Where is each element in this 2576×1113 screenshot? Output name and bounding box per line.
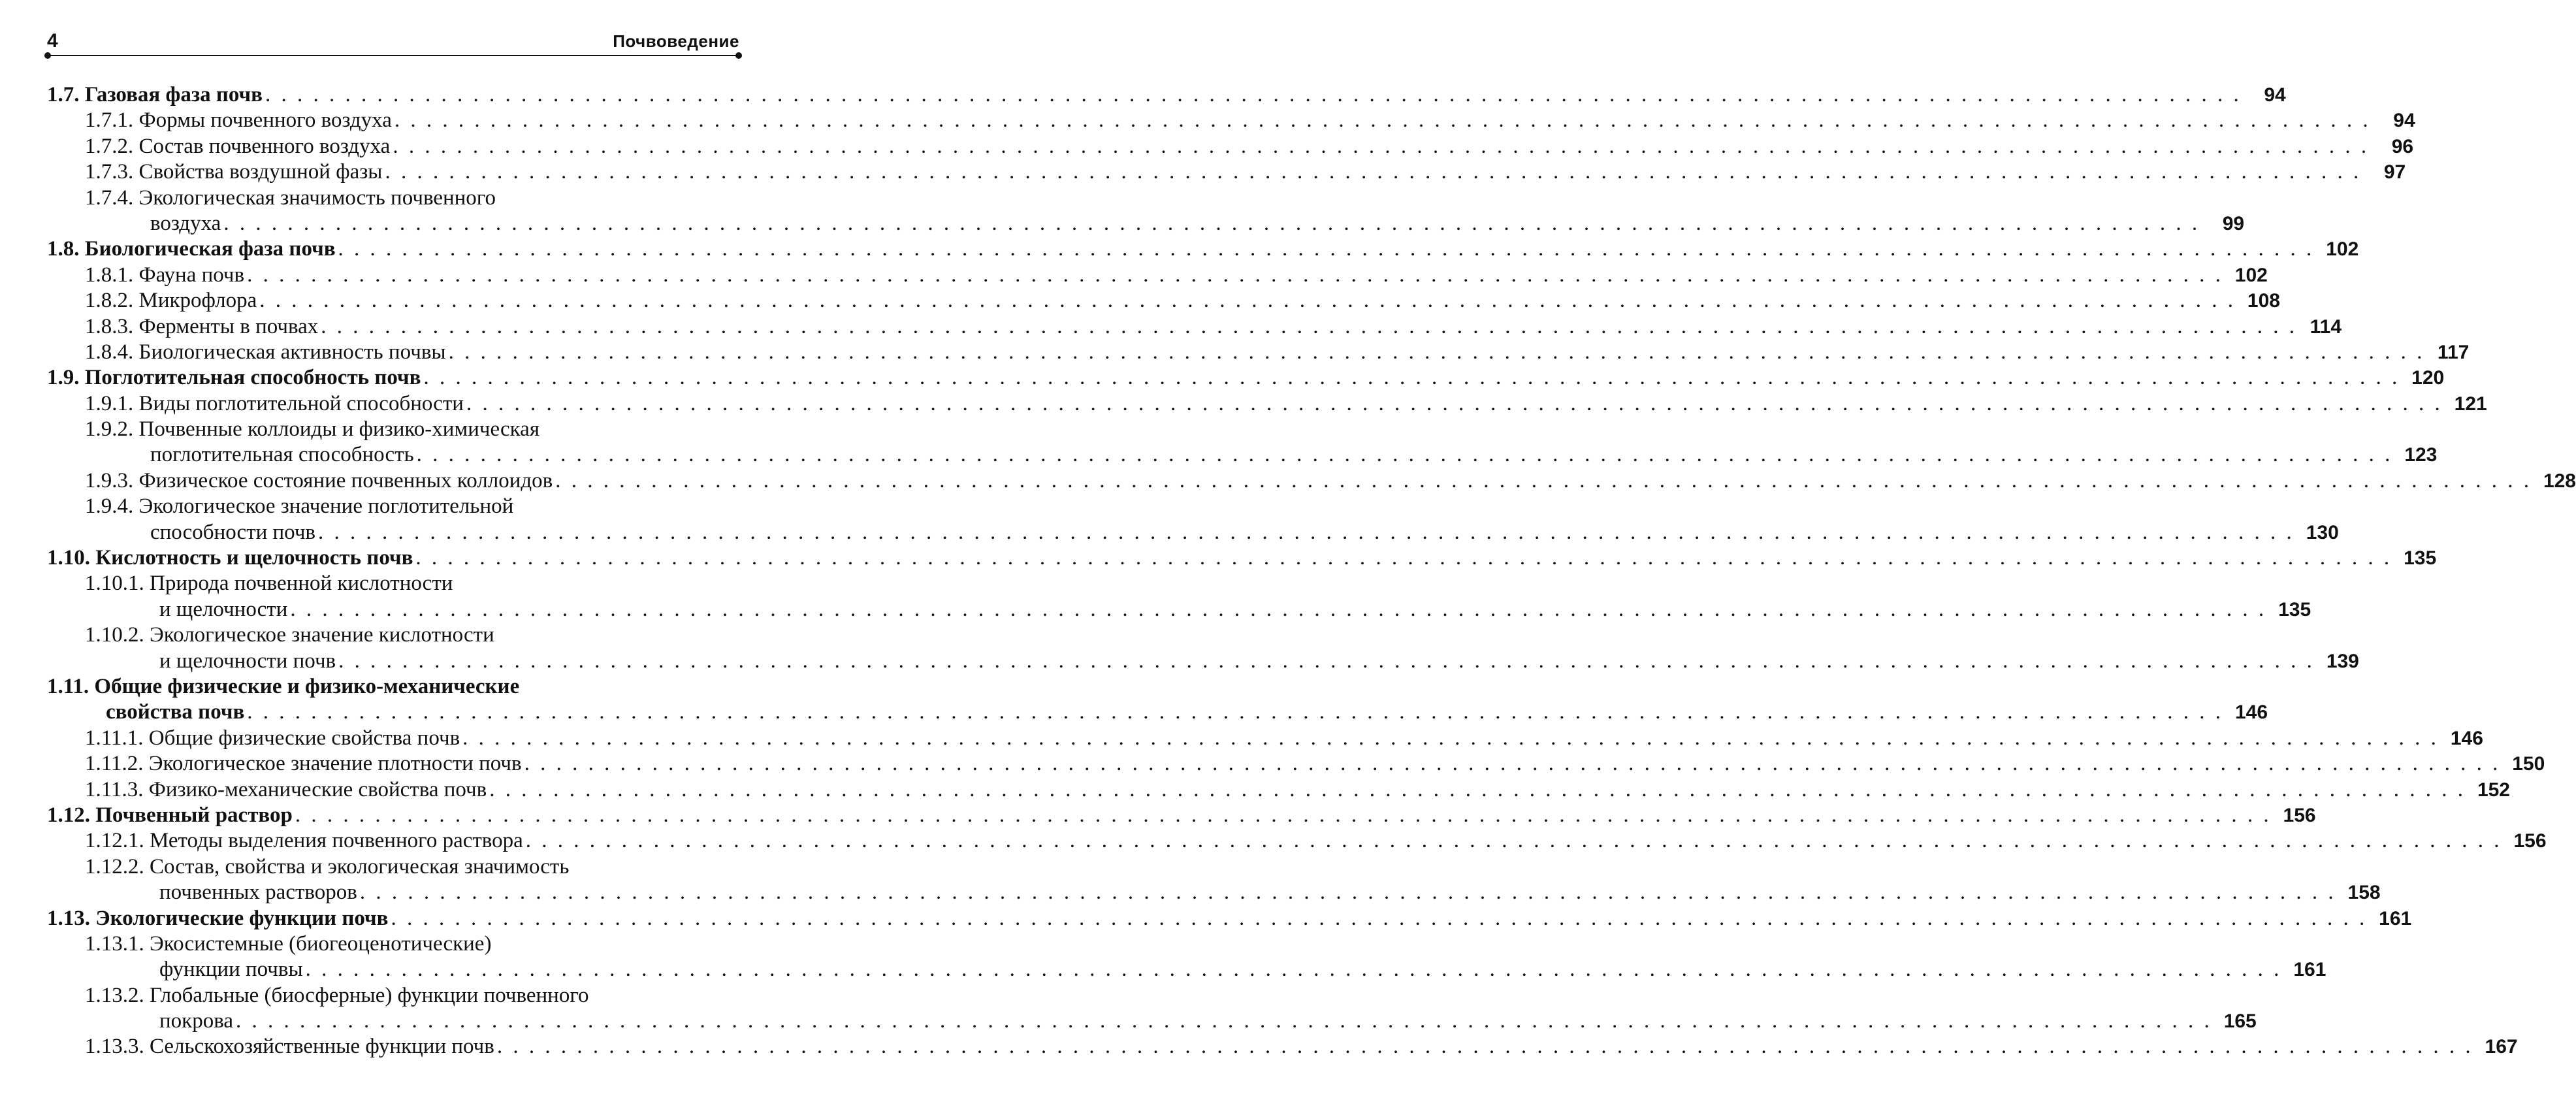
dot-leader: [338, 236, 2315, 262]
toc-line: [47, 622, 739, 648]
toc-section-entry: [47, 700, 2268, 725]
toc-page-number: 102: [2234, 264, 2268, 286]
toc-entry-title: 1.11.1. Общие физические свойства почв: [85, 726, 460, 750]
toc-line: [47, 906, 2412, 931]
dot-leader: [360, 880, 2336, 905]
dot-leader: [497, 1034, 2473, 1059]
dot-leader: [555, 468, 2532, 494]
toc-line: [47, 983, 739, 1008]
toc-entry-title: покрова: [159, 1009, 233, 1033]
toc-subsection-entry: [47, 442, 2438, 468]
toc-line: [47, 211, 2245, 236]
toc-entry-title: 1.9. Поглотительная способность почв: [47, 366, 421, 390]
toc-line: [47, 854, 739, 880]
toc-subsection-entry: [47, 622, 777, 648]
dot-leader: [290, 597, 2266, 622]
toc-entry-title: и щелочности: [159, 597, 288, 621]
toc-line: [47, 751, 2545, 777]
toc-entry-title: почвенных растворов: [159, 880, 357, 905]
toc-line: [47, 442, 2438, 468]
toc-entry-title: 1.7.3. Свойства воздушной фазы: [85, 160, 383, 184]
toc-page-number: 161: [2379, 907, 2412, 929]
toc-line: [47, 391, 2487, 417]
toc-page-number: 165: [2223, 1010, 2257, 1033]
toc-entry-title: 1.9.3. Физическое состояние почвенных коллоидов: [85, 468, 553, 492]
toc-entry-title: 1.11.2. Экологическое значение плотности почв: [85, 752, 522, 776]
toc-line: [47, 365, 2445, 391]
dot-leader: [449, 340, 2425, 365]
toc-page-number: 161: [2293, 959, 2326, 981]
toc-page-number: 146: [2450, 727, 2483, 749]
toc-section-entry: [47, 906, 2412, 931]
toc-section-entry: [47, 803, 2316, 828]
toc-subsection-entry: [47, 931, 777, 957]
toc-page-number: 146: [2234, 702, 2268, 724]
rule-dot-left: [44, 52, 51, 59]
toc-line: [47, 649, 2359, 674]
toc-subsection-entry: [47, 571, 777, 596]
toc-page-number: 108: [2247, 290, 2280, 312]
dot-leader: [415, 545, 2392, 571]
dot-leader: [466, 391, 2443, 417]
toc-page-number: 99: [2222, 212, 2245, 234]
dot-leader: [393, 134, 2369, 159]
toc-line: [47, 597, 2311, 622]
toc-page-number: 114: [2310, 315, 2342, 338]
toc-page-number: 94: [2264, 84, 2286, 106]
dot-leader: [391, 906, 2367, 931]
toc-subsection-entry: [47, 494, 777, 519]
toc-entry-title: 1.9.4. Экологическое значение поглотительной: [85, 494, 514, 519]
toc-subsection-entry: [47, 288, 2280, 314]
toc-subsection-entry: [47, 134, 2414, 159]
toc-page-number: 130: [2306, 521, 2339, 543]
toc-entry-title: 1.12.2. Состав, свойства и экологическая значимость: [85, 854, 570, 879]
toc-subsection-entry: [47, 391, 2487, 417]
dot-leader: [423, 365, 2400, 391]
toc-subsection-entry: [47, 751, 2545, 777]
toc-subsection-entry: [47, 263, 2268, 288]
toc-page-number: 102: [2326, 238, 2359, 261]
toc-entry-title: 1.12.1. Методы выделения почвенного раствора: [85, 829, 523, 853]
toc-line: [47, 314, 2342, 340]
toc-line: [47, 931, 739, 957]
toc-subsection-entry: [47, 340, 2470, 365]
toc-line: [47, 1034, 2518, 1059]
toc-subsection-entry: [47, 828, 2547, 854]
toc-entry-title: 1.8.2. Микрофлора: [85, 289, 257, 313]
dot-leader: [489, 777, 2466, 803]
toc-subsection-entry: [47, 159, 2406, 185]
toc-entry-title: воздуха: [150, 211, 221, 235]
toc-line: [47, 417, 739, 442]
toc-line: [47, 520, 2339, 545]
toc-line: [47, 880, 2381, 905]
toc-section-entry: [47, 545, 2437, 571]
toc-entry-title: 1.11.3. Физико-механические свойства почв: [85, 777, 487, 801]
toc-line: [47, 803, 2316, 828]
toc-line: [47, 571, 739, 596]
dot-leader: [306, 957, 2282, 982]
toc-line: [47, 288, 2280, 314]
toc-subsection-entry: [47, 597, 2311, 622]
dot-leader: [338, 649, 2315, 674]
toc-page-number: 121: [2454, 393, 2487, 415]
toc-subsection-entry: [47, 468, 2576, 494]
header-rule: [47, 55, 739, 56]
toc-entry-title: 1.10.2. Экологическое значение кислотности: [85, 623, 494, 647]
toc-subsection-entry: [47, 211, 2245, 236]
toc-line: [47, 263, 2268, 288]
toc-subsection-entry: [47, 108, 2415, 133]
dot-leader: [259, 288, 2236, 314]
toc-page-number: 156: [2283, 804, 2316, 826]
toc-entry-title: свойства почв: [106, 700, 245, 724]
toc-entry-title: 1.13.3. Сельскохозяйственные функции почв: [85, 1035, 494, 1059]
dot-leader: [247, 263, 2223, 288]
table-of-contents: [47, 82, 2576, 1060]
toc-entry-title: функции почвы: [159, 958, 303, 982]
toc-page-number: 123: [2404, 444, 2438, 466]
toc-line: [47, 236, 2359, 262]
toc-entry-title: и щелочности почв: [159, 649, 336, 673]
toc-section-entry: [47, 236, 2359, 262]
toc-section-entry: [47, 674, 739, 700]
toc-page-number: 97: [2383, 161, 2406, 184]
toc-subsection-entry: [47, 520, 2339, 545]
toc-subsection-entry: [47, 726, 2483, 751]
toc-entry-title: 1.7.2. Состав почвенного воздуха: [85, 134, 391, 158]
toc-page-number: 135: [2278, 598, 2311, 621]
page-number: 4: [47, 30, 58, 52]
toc-line: [47, 134, 2414, 159]
toc-section-entry: [47, 82, 2286, 108]
toc-entry-title: 1.8.1. Фауна почв: [85, 263, 245, 287]
toc-entry-title: 1.7.4. Экологическая значимость почвенного: [85, 186, 496, 210]
toc-page-number: 156: [2513, 830, 2547, 852]
toc-entry-title: способности почв: [150, 520, 316, 544]
toc-subsection-entry: [47, 1034, 2518, 1059]
toc-line: [47, 108, 2415, 133]
dot-leader: [295, 803, 2272, 828]
toc-page-number: 128: [2543, 470, 2576, 492]
running-title: Почвоведение: [613, 31, 739, 51]
toc-entry-title: 1.11. Общие физические и физико-механические: [47, 674, 520, 698]
toc-entry-title: 1.13. Экологические функции почв: [47, 906, 389, 930]
toc-subsection-entry: [47, 314, 2342, 340]
toc-section-entry: [47, 365, 2445, 391]
toc-page-number: 135: [2404, 547, 2437, 570]
dot-leader: [223, 211, 2200, 236]
toc-subsection-entry: [47, 649, 2359, 674]
dot-leader: [417, 442, 2393, 468]
toc-line: [47, 1008, 2257, 1034]
page-header: [47, 25, 739, 61]
toc-page-number: 96: [2391, 135, 2414, 157]
toc-page-number: 120: [2411, 367, 2445, 389]
toc-entry-title: 1.13.2. Глобальные (биосферные) функции почвенного: [85, 983, 589, 1007]
toc-subsection-entry: [47, 983, 777, 1008]
toc-entry-title: 1.7.1. Формы почвенного воздуха: [85, 108, 392, 133]
toc-entry-title: 1.8. Биологическая фаза почв: [47, 237, 336, 261]
toc-page-number: 139: [2326, 650, 2359, 672]
toc-line: [47, 159, 2406, 185]
toc-entry-title: 1.13.1. Экосистемные (биогеоценотические): [85, 931, 492, 956]
toc-page-number: 94: [2393, 110, 2415, 132]
toc-entry-title: 1.12. Почвенный раствор: [47, 803, 293, 827]
dot-leader: [394, 108, 2371, 133]
toc-entry-title: 1.8.4. Биологическая активность почвы: [85, 340, 446, 364]
toc-page-number: 152: [2477, 779, 2510, 801]
toc-line: [47, 957, 2326, 982]
toc-entry-title: 1.10.1. Природа почвенной кислотности: [85, 572, 453, 596]
toc-subsection-entry: [47, 880, 2381, 905]
toc-line: [47, 82, 2286, 108]
toc-entry-title: 1.10. Кислотность и щелочность почв: [47, 546, 413, 570]
toc-page-number: 158: [2347, 882, 2381, 904]
toc-subsection-entry: [47, 186, 777, 211]
toc-line: [47, 828, 2547, 854]
dot-leader: [385, 159, 2361, 185]
toc-page-number: 150: [2512, 753, 2545, 775]
toc-line: [47, 340, 2470, 365]
toc-subsection-entry: [47, 777, 2510, 803]
dot-leader: [526, 828, 2502, 854]
toc-entry-title: 1.9.2. Почвенные коллоиды и физико-химическая: [85, 417, 539, 442]
toc-subsection-entry: [47, 417, 777, 442]
toc-line: [47, 494, 739, 519]
dot-leader: [265, 82, 2242, 108]
toc-page-number: 167: [2485, 1036, 2518, 1058]
dot-leader: [524, 751, 2501, 777]
toc-line: [47, 545, 2437, 571]
dot-leader: [321, 314, 2297, 340]
toc-line: [47, 186, 739, 211]
rule-dot-right: [735, 52, 742, 59]
toc-subsection-entry: [47, 957, 2326, 982]
toc-line: [47, 674, 739, 700]
dot-leader: [318, 520, 2294, 545]
toc-subsection-entry: [47, 1008, 2257, 1034]
toc-subsection-entry: [47, 854, 777, 880]
toc-line: [47, 700, 2268, 725]
dot-leader: [462, 726, 2439, 751]
toc-entry-title: 1.8.3. Ферменты в почвах: [85, 314, 319, 338]
toc-entry-title: поглотительная способность: [150, 443, 414, 467]
toc-line: [47, 726, 2483, 751]
toc-entry-title: 1.9.1. Виды поглотительной способности: [85, 391, 464, 415]
toc-line: [47, 777, 2510, 803]
toc-line: [47, 468, 2576, 494]
toc-page-number: 117: [2437, 341, 2470, 363]
toc-entry-title: 1.7. Газовая фаза почв: [47, 83, 263, 106]
dot-leader: [236, 1008, 2212, 1034]
dot-leader: [247, 700, 2223, 725]
